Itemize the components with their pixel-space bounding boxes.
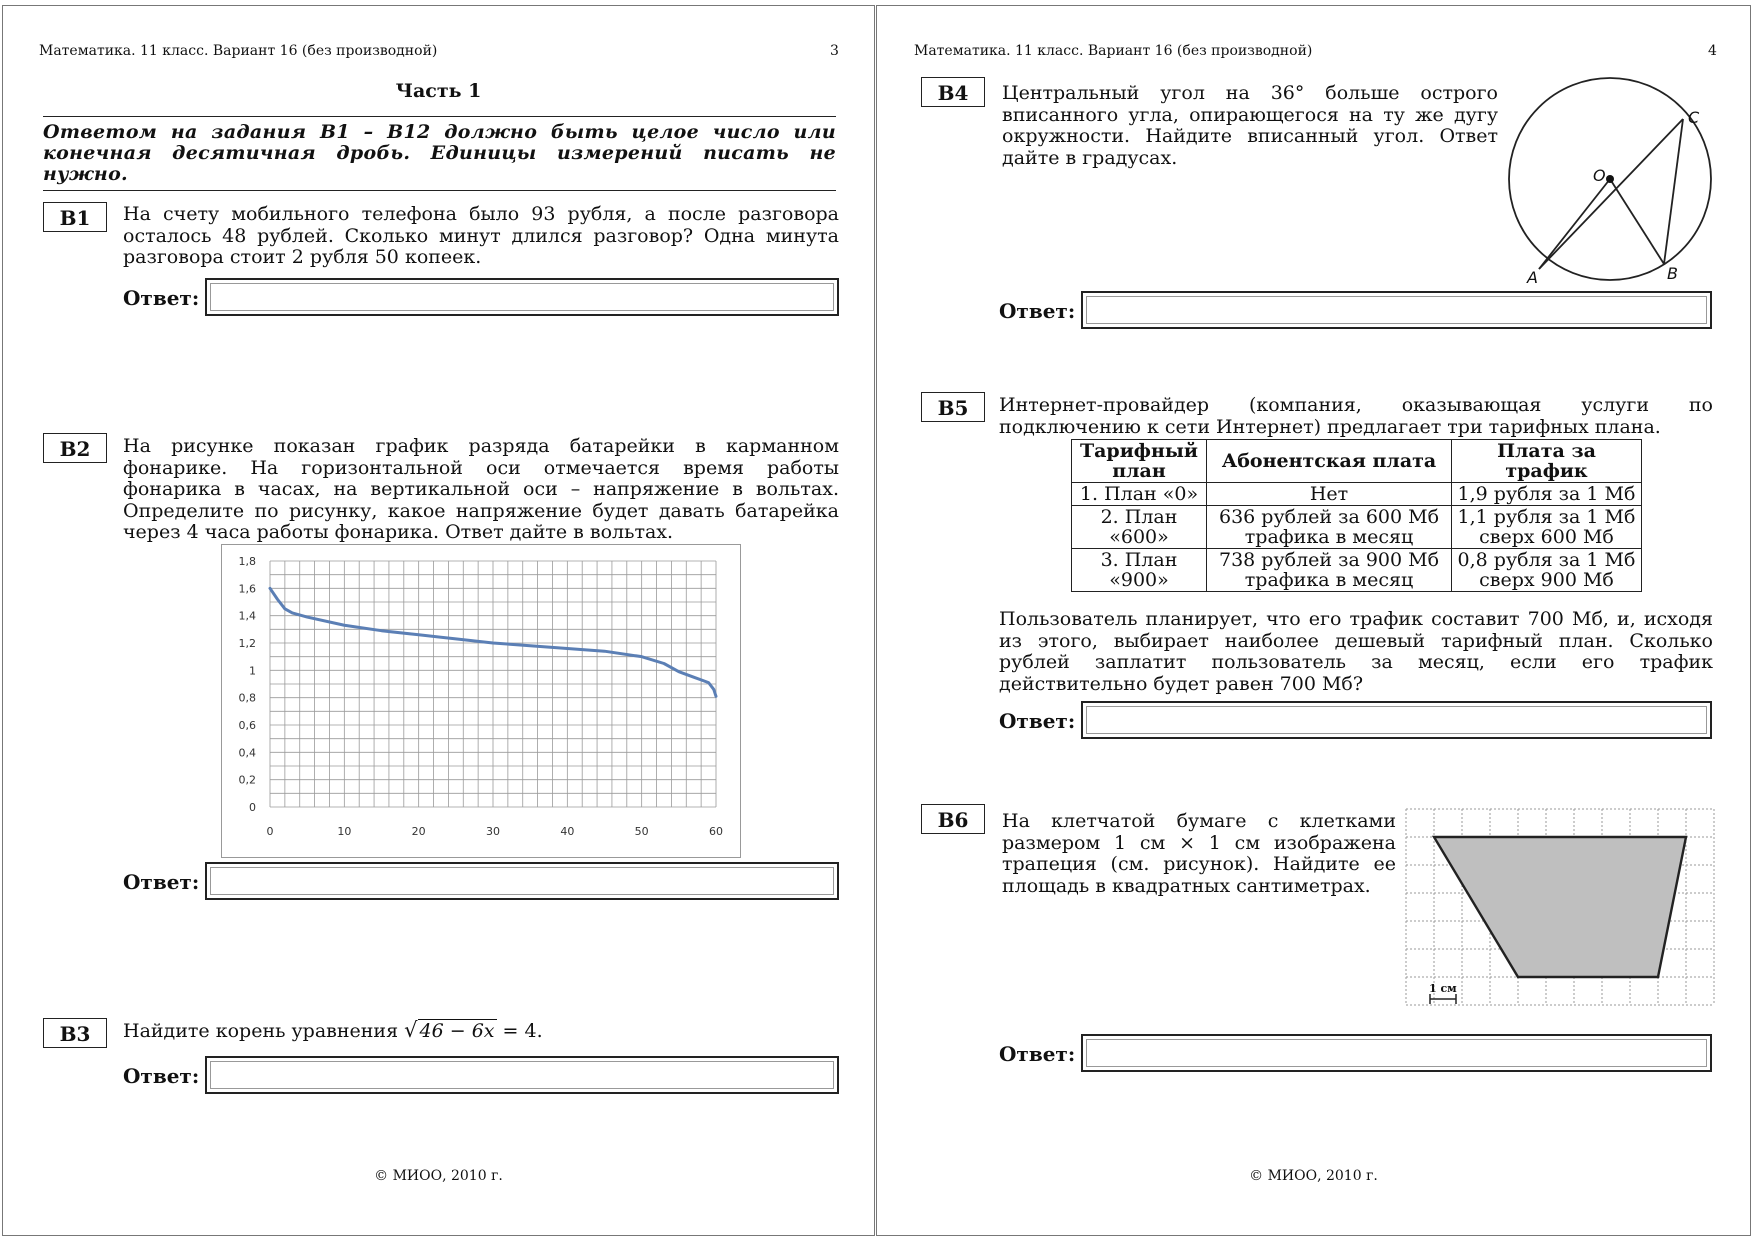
radius-ob [1610, 179, 1664, 264]
divider [43, 116, 836, 117]
point-o-label: O [1593, 166, 1606, 185]
trapezoid-figure [1404, 806, 1716, 1038]
column-header: Тарифный план [1072, 440, 1207, 483]
table-row [1072, 506, 1642, 549]
x-tick-label: 20 [411, 825, 426, 838]
scale-label: 1 см [1429, 982, 1457, 995]
page-number: 4 [1708, 43, 1717, 59]
table-cell: 636 рублей за 600 Мб трафика в месяц [1207, 506, 1452, 549]
left-page [2, 5, 875, 1236]
question-label-b2: B2 [43, 433, 107, 463]
table-row [1072, 483, 1642, 506]
x-tick-label: 60 [709, 825, 723, 838]
question-label-b6: B6 [921, 804, 985, 834]
answer-box-b4[interactable] [1081, 291, 1712, 329]
page-footer: © МИОО, 2010 г. [374, 1168, 503, 1184]
answer-label: Ответ: [999, 709, 1076, 733]
table-cell: Нет [1207, 483, 1452, 506]
sqrt-sign: √ [404, 1018, 418, 1042]
question-text-b2: На рисунке показан график разряда батарейки в карманном фонарике. На горизонтальной оси отмечается время работы фонарика в часах, на вертикальной оси – напряжение в вольтах. Определите по рисунку, какое напряжение будет давать батарейка через 4 часа работы фонарика. Ответ дайте в вольтах. [123, 435, 839, 543]
x-tick-label: 10 [337, 825, 352, 838]
part-title: Часть 1 [395, 80, 482, 102]
y-tick-label: 0 [249, 801, 256, 814]
table-cell: 1. План «0» [1072, 483, 1207, 506]
y-tick-label: 0,8 [238, 691, 256, 705]
y-tick-label: 1,6 [238, 582, 256, 596]
question-text-b6: На клетчатой бумаге с клетками размером 1 см × 1 см изображена трапеция (см. рисунок). Найдите ее площадь в квадратных сантиметрах. [1002, 810, 1396, 897]
equation-rhs: = 4. [496, 1020, 543, 1042]
y-tick-label: 1,4 [238, 609, 256, 623]
column-header: Абонентская плата [1207, 440, 1452, 483]
question-label-b1: B1 [43, 202, 107, 232]
question-text-b1: На счету мобильного телефона было 93 рубля, а после разговора осталось 48 рублей. Сколько минут длился разговор? Одна минута разговора стоит 2 рубля 50 копеек. [123, 203, 839, 268]
question-text-b5: Пользователь планирует, что его трафик составит 700 Мб, и, исходя из этого, выбирает наиболее дешевый тарифный план. Сколько рублей заплатит пользователь за месяц, если его трафик действительно будет равен 700 Мб? [999, 608, 1713, 695]
answer-box-b2[interactable] [205, 862, 839, 900]
question-label-b4: B4 [921, 77, 985, 107]
y-tick-label: 1,2 [238, 637, 256, 650]
answer-box-b1[interactable] [205, 278, 839, 316]
radius-oa [1539, 179, 1610, 269]
chart-grid [270, 561, 716, 807]
right-page [876, 5, 1751, 1236]
x-tick-label: 40 [560, 825, 575, 838]
question-intro-b5: Интернет-провайдер (компания, оказывающая услуги по подключению к сети Интернет) предлагает три тарифных плана. [999, 394, 1713, 438]
page-header: Математика. 11 класс. Вариант 16 (без производной) [39, 43, 438, 59]
answer-box-b3[interactable] [205, 1056, 839, 1094]
trapezoid [1434, 837, 1686, 977]
y-tick-label: 0,2 [238, 773, 256, 787]
page-number: 3 [830, 43, 839, 59]
table-cell: 1,1 рубля за 1 Мб сверх 600 Мб [1452, 506, 1642, 549]
circle-figure [1499, 76, 1721, 296]
x-tick-label: 50 [634, 825, 649, 838]
point-b-label: B [1667, 264, 1678, 283]
table-header-row [1072, 440, 1642, 483]
page-footer: © МИОО, 2010 г. [1249, 1168, 1378, 1184]
center-point [1606, 175, 1614, 183]
instructions: Ответом на задания В1 – В12 должно быть целое число или конечная десятичная дробь. Единицы измерений писать не нужно. [43, 121, 836, 185]
table-cell: 2. План «600» [1072, 506, 1207, 549]
question-text-b4: Центральный угол на 36° больше острого вписанного угла, опирающегося на ту же дугу окружности. Найдите вписанный угол. Ответ дайте в градусах. [1002, 82, 1498, 169]
x-tick-label: 0 [266, 825, 274, 838]
question-text-b3 [123, 1020, 543, 1043]
answer-label: Ответ: [123, 286, 200, 310]
y-tick-label: 1 [249, 664, 256, 678]
column-header: Плата за трафик [1452, 440, 1642, 483]
battery-chart [221, 544, 741, 858]
point-c-label: C [1688, 108, 1700, 127]
y-tick-label: 0,4 [238, 746, 256, 760]
battery-chart-svg [222, 545, 740, 857]
answer-label: Ответ: [123, 1064, 200, 1088]
table-cell: 0,8 рубля за 1 Мб сверх 900 Мб [1452, 549, 1642, 592]
tariff-table [1071, 439, 1642, 592]
chord-bc [1664, 119, 1683, 264]
x-tick-label: 30 [486, 825, 500, 838]
answer-box-b6[interactable] [1081, 1034, 1712, 1072]
table-cell: 1,9 рубля за 1 Мб [1452, 483, 1642, 506]
point-a-label: A [1527, 268, 1538, 287]
radicand: 46 − 6x [419, 1020, 495, 1042]
page-header: Математика. 11 класс. Вариант 16 (без производной) [914, 43, 1313, 59]
answer-label: Ответ: [999, 299, 1076, 323]
table-row [1072, 549, 1642, 592]
divider [43, 190, 836, 191]
y-tick-label: 1,8 [238, 555, 256, 568]
chord-ac [1539, 119, 1683, 269]
equation-intro: Найдите корень уравнения [123, 1020, 405, 1042]
question-label-b3: B3 [43, 1018, 107, 1048]
y-tick-label: 0,6 [238, 719, 256, 732]
question-label-b5: B5 [921, 392, 985, 422]
table-cell: 738 рублей за 900 Мб трафика в месяц [1207, 549, 1452, 592]
answer-label: Ответ: [999, 1042, 1076, 1066]
answer-label: Ответ: [123, 870, 200, 894]
answer-box-b5[interactable] [1081, 701, 1712, 739]
table-cell: 3. План «900» [1072, 549, 1207, 592]
